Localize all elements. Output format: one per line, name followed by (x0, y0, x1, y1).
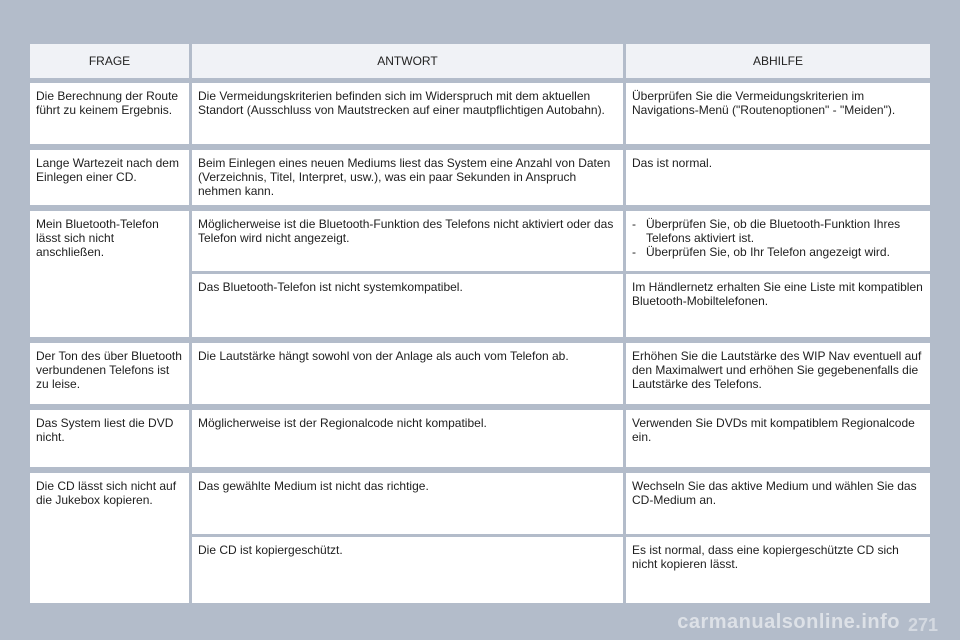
remedy-cell: Überprüfen Sie die Vermeidungskriterien im Navigations-Menü ("Routenoptionen" - "Meiden"). (626, 83, 930, 144)
remedy-cell: Erhöhen Sie die Lautstärke des WIP Nav eventuell auf den Maximalwert und erhöhen Sie gegebenenfalls die Lautstärke des Telefons. (626, 343, 930, 404)
remedy-cell (626, 211, 930, 271)
remedy-cell: Verwenden Sie DVDs mit kompatiblem Regionalcode ein. (626, 410, 930, 467)
table-header (30, 44, 930, 78)
answer-cell: Beim Einlegen eines neuen Mediums liest das System eine Anzahl von Daten (Verzeichnis, Titel, Interpret, usw.), was ein paar Sekunden in Anspruch nehmen kann. (192, 150, 623, 205)
header-antwort: ANTWORT (192, 44, 623, 78)
question-cell: Mein Bluetooth-Telefon lässt sich nicht anschließen. (30, 211, 189, 337)
header-abhilfe: ABHILFE (626, 44, 930, 78)
table-row (192, 537, 930, 603)
table-group (30, 83, 930, 144)
answer-cell: Das gewählte Medium ist nicht das richtige. (192, 473, 623, 534)
answer-rows (192, 83, 930, 144)
table-row (192, 274, 930, 337)
bullet-text: Überprüfen Sie, ob Ihr Telefon angezeigt wird. (646, 245, 890, 259)
answer-cell: Möglicherweise ist die Bluetooth-Funktion des Telefons nicht aktiviert oder das Telefon wird nicht angezeigt. (192, 211, 623, 271)
table-group (30, 211, 930, 337)
bullet-item (632, 217, 924, 245)
bullet-dash: - (632, 217, 636, 231)
table-group (30, 343, 930, 404)
table-row (192, 150, 930, 205)
bullet-text: Überprüfen Sie, ob die Bluetooth-Funktion Ihres Telefons aktiviert ist. (646, 217, 901, 245)
answer-rows (192, 410, 930, 467)
answer-rows (192, 343, 930, 404)
table-group (30, 473, 930, 603)
question-cell: Die CD lässt sich nicht auf die Jukebox kopieren. (30, 473, 189, 603)
remedy-cell: Das ist normal. (626, 150, 930, 205)
table-group (30, 410, 930, 467)
answer-rows (192, 150, 930, 205)
remedy-cell: Es ist normal, dass eine kopiergeschützte CD sich nicht kopieren lässt. (626, 537, 930, 603)
answer-cell: Das Bluetooth-Telefon ist nicht systemkompatibel. (192, 274, 623, 337)
answer-cell: Die CD ist kopiergeschützt. (192, 537, 623, 603)
bullet-item (632, 245, 924, 259)
table-row (192, 343, 930, 404)
answer-rows (192, 473, 930, 603)
bullet-dash: - (632, 245, 636, 259)
answer-rows (192, 211, 930, 337)
answer-cell: Die Vermeidungskriterien befinden sich im Widerspruch mit dem aktuellen Standort (Ausschluss von Mautstrecken auf einer mautpflichtigen Autobahn). (192, 83, 623, 144)
question-cell: Lange Wartezeit nach dem Einlegen einer CD. (30, 150, 189, 205)
table-row (192, 211, 930, 271)
remedy-cell: Wechseln Sie das aktive Medium und wählen Sie das CD-Medium an. (626, 473, 930, 534)
answer-cell: Möglicherweise ist der Regionalcode nicht kompatibel. (192, 410, 623, 467)
answer-cell: Die Lautstärke hängt sowohl von der Anlage als auch vom Telefon ab. (192, 343, 623, 404)
table-group (30, 150, 930, 205)
question-cell: Der Ton des über Bluetooth verbundenen Telefons ist zu leise. (30, 343, 189, 404)
table-row (192, 410, 930, 467)
table-row (192, 473, 930, 534)
header-frage: FRAGE (30, 44, 189, 78)
troubleshooting-table (30, 44, 930, 603)
question-cell: Das System liest die DVD nicht. (30, 410, 189, 467)
watermark: carmanualsonline.info (677, 611, 900, 633)
remedy-cell: Im Händlernetz erhalten Sie eine Liste mit kompatiblen Bluetooth-Mobiltelefonen. (626, 274, 930, 337)
question-cell: Die Berechnung der Route führt zu keinem Ergebnis. (30, 83, 189, 144)
table-row (192, 83, 930, 144)
page-number: 271 (907, 615, 938, 635)
